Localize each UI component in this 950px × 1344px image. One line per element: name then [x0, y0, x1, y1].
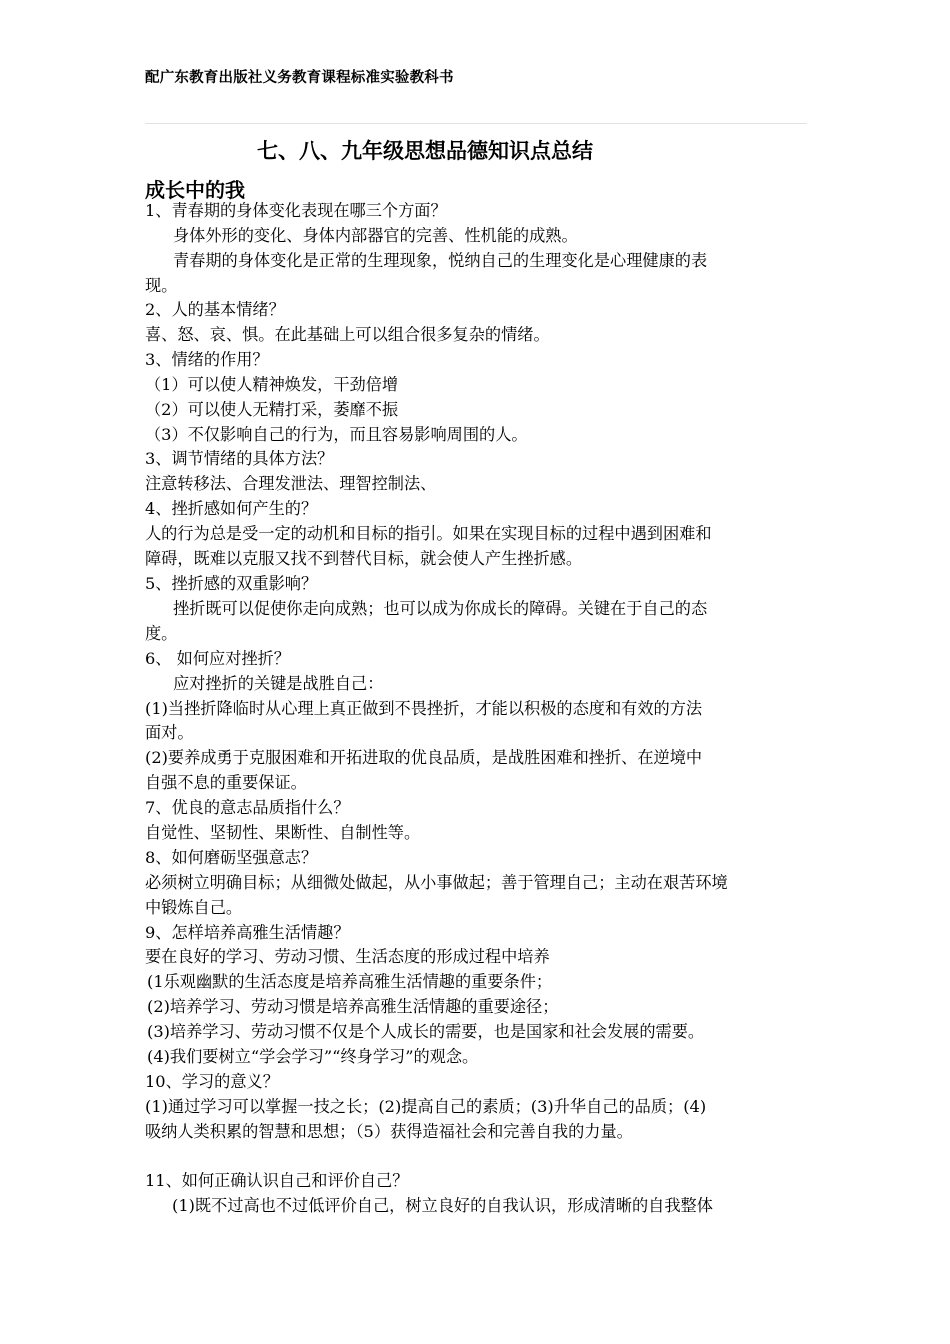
answer-line: （3）不仅影响自己的行为，而且容易影响周围的人。 — [145, 425, 528, 444]
question-line: 7、优良的意志品质指什么？ — [145, 798, 350, 817]
question-line: 6、 如何应对挫折？ — [145, 649, 290, 668]
answer-line: （1）可以使人精神焕发，干劲倍增 — [145, 375, 399, 394]
question-line: 1、青春期的身体变化表现在哪三个方面？ — [145, 201, 447, 220]
answer-line: 自强不息的重要保证。 — [145, 773, 307, 792]
answer-line: 身体外形的变化、身体内部器官的完善、性机能的成熟。 — [173, 226, 578, 245]
answer-line: (1)通过学习可以掌握一技之长；(2)提高自己的素质；(3)升华自己的品质；(4) — [145, 1097, 707, 1116]
answer-line: 人的行为总是受一定的动机和目标的指引。如果在实现目标的过程中遇到困难和 — [145, 524, 712, 543]
answer-line: 吸纳人类积累的智慧和思想；（5）获得造福社会和完善自我的力量。 — [145, 1122, 633, 1141]
question-line: 11、如何正确认识自己和评价自己？ — [145, 1171, 409, 1190]
answer-line: 喜、怒、哀、惧。在此基础上可以组合很多复杂的情绪。 — [145, 325, 550, 344]
answer-line: 要在良好的学习、劳动习惯、生活态度的形成过程中培养 — [145, 947, 550, 966]
question-line: 10、学习的意义？ — [145, 1072, 279, 1091]
answer-line: 面对。 — [145, 723, 194, 742]
question-line: 3、情绪的作用？ — [145, 350, 269, 369]
answer-line: (1乐观幽默的生活态度是培养高雅生活情趣的重要条件； — [147, 972, 553, 991]
answer-line: (1)当挫折降临时从心理上真正做到不畏挫折，才能以积极的态度和有效的方法 — [145, 699, 703, 718]
question-line: 4、挫折感如何产生的？ — [145, 499, 318, 518]
answer-line: 中锻炼自己。 — [145, 898, 243, 917]
answer-line: 障碍，既难以克服又找不到替代目标，就会使人产生挫折感。 — [145, 549, 583, 568]
header-divider — [145, 123, 807, 124]
answer-line: 必须树立明确目标；从细微处做起，从小事做起；善于管理自己；主动在艰苦环境 — [145, 873, 728, 892]
answer-line: (3)培养学习、劳动习惯不仅是个人成长的需要，也是国家和社会发展的需要。 — [147, 1022, 705, 1041]
answer-line: 挫折既可以促使你走向成熟；也可以成为你成长的障碍。关键在于自己的态 — [173, 599, 708, 618]
question-line: 9、怎样培养高雅生活情趣？ — [145, 923, 350, 942]
question-line: 2、人的基本情绪？ — [145, 300, 285, 319]
answer-line: 青春期的身体变化是正常的生理现象，悦纳自己的生理变化是心理健康的表 — [173, 251, 708, 270]
answer-line: 度。 — [145, 624, 178, 643]
question-line: 5、挫折感的双重影响？ — [145, 574, 318, 593]
answer-line: 应对挫折的关键是战胜自己： — [173, 674, 384, 693]
question-line: 3、调节情绪的具体方法？ — [145, 449, 334, 468]
document-title: 七、八、九年级思想品德知识点总结 — [257, 139, 593, 163]
book-header: 配广东教育出版社义务教育课程标准实验教科书 — [145, 70, 454, 86]
answer-line: (2)要养成勇于克服困难和开拓进取的优良品质，是战胜困难和挫折、在逆境中 — [145, 748, 703, 767]
answer-line: 注意转移法、合理发泄法、理智控制法、 — [145, 474, 437, 493]
answer-line: (2)培养学习、劳动习惯是培养高雅生活情趣的重要途径； — [147, 997, 559, 1016]
answer-line: (4)我们要树立“学会学习”“终身学习”的观念。 — [147, 1047, 479, 1066]
section-heading: 成长中的我 — [145, 178, 245, 202]
answer-line: (1)既不过高也不过低评价自己，树立良好的自我认识，形成清晰的自我整体 — [172, 1196, 713, 1215]
answer-line: 自觉性、坚韧性、果断性、自制性等。 — [145, 823, 421, 842]
answer-line: 现。 — [145, 276, 178, 295]
question-line: 8、如何磨砺坚强意志？ — [145, 848, 318, 867]
answer-line: （2）可以使人无精打采，萎靡不振 — [145, 400, 399, 419]
